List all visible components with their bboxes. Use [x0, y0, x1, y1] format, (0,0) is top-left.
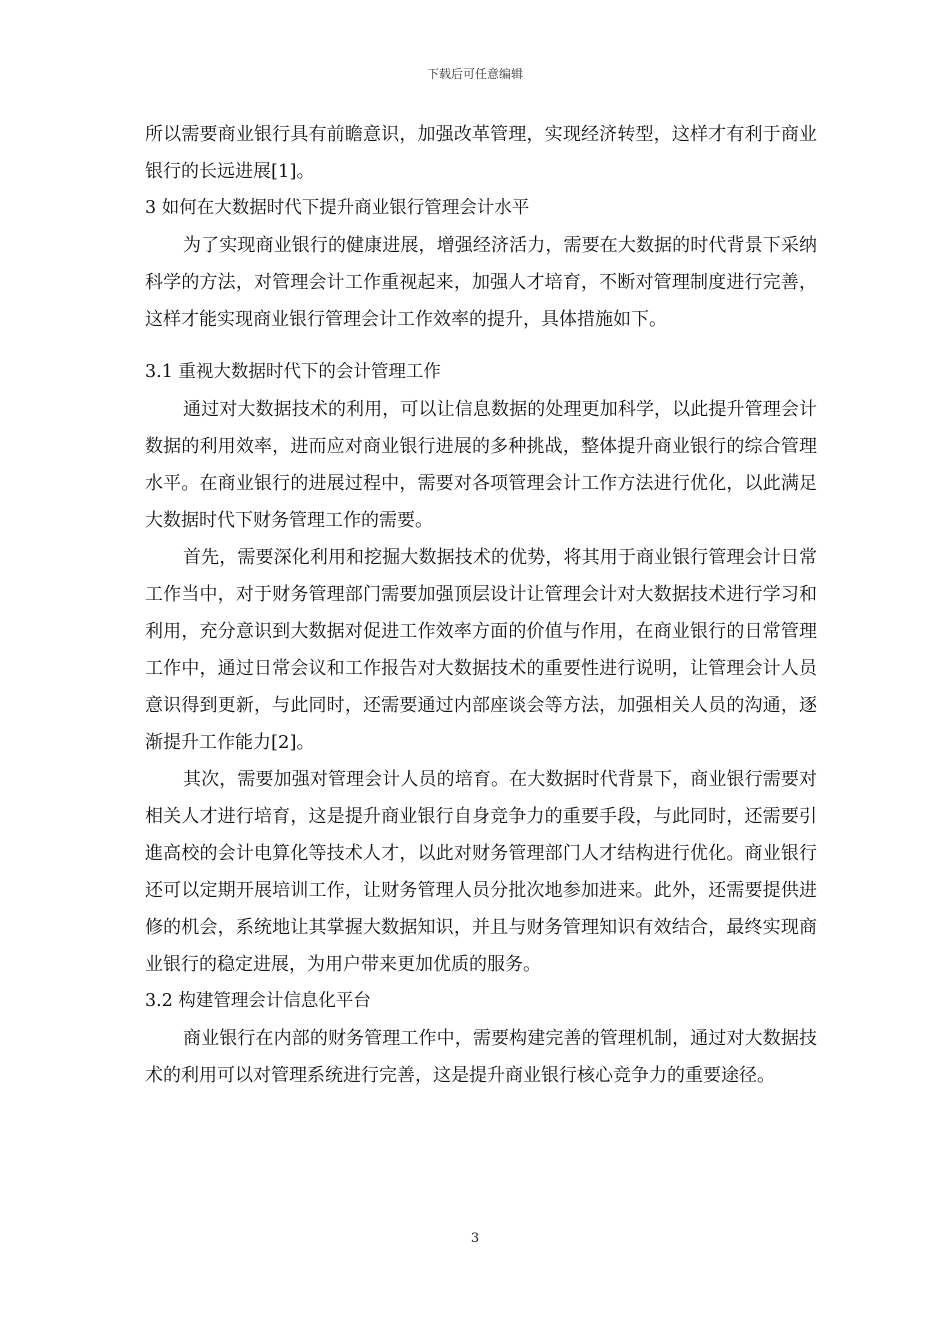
- paragraph-section-3-intro: 为了实现商业银行的健康进展，增强经济活力，需要在大数据的时代背景下采纳科学的方法，对管理会计工作重视起来，加强人才培育，不断对管理制度进行完善，这样才能实现商业银行管理会计工作效率的提升，具体措施如下。: [145, 235, 817, 330]
- paragraph-continuation: 所以需要商业银行具有前瞻意识，加强改革管理，实现经济转型，这样才有利于商业银行的长远进展[1]。: [145, 124, 817, 182]
- section-heading-3-2: 3.2 构建管理会计信息化平台: [145, 991, 371, 1011]
- document-body: [145, 116, 817, 1094]
- section-heading-3-1: 3.1 重视大数据时代下的会计管理工作: [145, 362, 441, 382]
- paragraph-3-1-first: 首先，需要深化利用和挖掘大数据技术的优势，将其用于商业银行管理会计日常工作当中，对于财务管理部门需要加强顶层设计让管理会计对大数据技术进行学习和利用，充分意识到大数据对促进工作效率方面的价值与作用，在商业银行的日常管理工作中，通过日常会议和工作报告对大数据技术的重要性进行说明，让管理会计人员意识得到更新，与此同时，还需要通过内部座谈会等方法，加强相关人员的沟通，逐渐提升工作能力[2]。: [145, 547, 817, 753]
- paragraph-3-2-intro: 商业银行在内部的财务管理工作中，需要构建完善的管理机制，通过对大数据技术的利用可以对管理系统进行完善，这是提升商业银行核心竞争力的重要途径。: [145, 1028, 817, 1086]
- paragraph-3-1-second: 其次，需要加强对管理会计人员的培育。在大数据时代背景下，商业银行需要对相关人才进行培育，这是提升商业银行自身竞争力的重要手段，与此同时，还需要引進高校的会计电算化等技术人才，以此对财务管理部门人才结构进行优化。商业银行还可以定期开展培训工作，让财务管理人员分批次地参加进来。此外，还需要提供进修的机会，系统地让其掌握大数据知识，并且与财务管理知识有效结合，最终实现商业银行的稳定进展，为用户带来更加优质的服务。: [145, 769, 817, 975]
- page-number: 3: [470, 1231, 480, 1246]
- page-header: 下载后可任意编辑: [426, 67, 523, 81]
- section-heading-3: 3 如何在大数据时代下提升商业银行管理会计水平: [145, 198, 530, 218]
- paragraph-3-1-intro: 通过对大数据技术的利用，可以让信息数据的处理更加科学，以此提升管理会计数据的利用效率，进而应对商业银行进展的多种挑战，整体提升商业银行的综合管理水平。在商业银行的进展过程中，需要对各项管理会计工作方法进行优化，以此满足大数据时代下财务管理工作的需要。: [145, 399, 817, 531]
